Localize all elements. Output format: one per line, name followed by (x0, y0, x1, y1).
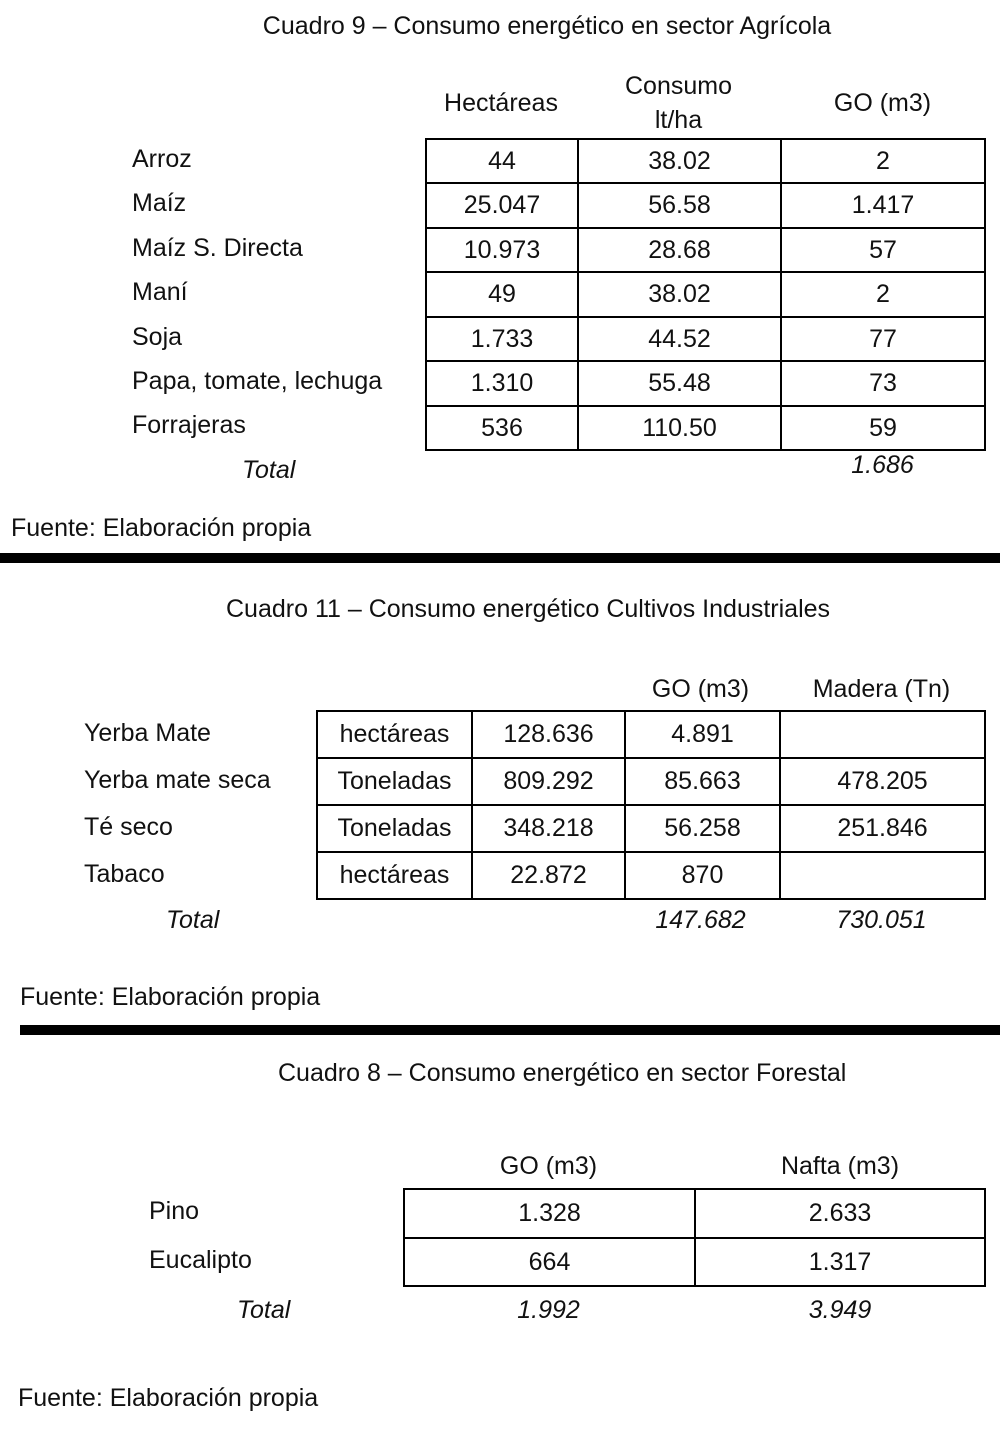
cell-hectareas: 44 (426, 139, 578, 183)
cuadro8-total-label: Total (237, 1296, 291, 1324)
cell-go: 1.328 (404, 1189, 695, 1238)
cell-go: 59 (781, 406, 985, 450)
table-row (426, 139, 985, 183)
cuadro9-header-hectareas: Hectáreas (444, 89, 558, 117)
table-row (426, 361, 985, 406)
section-divider (20, 1025, 1000, 1035)
cell-hectareas: 25.047 (426, 183, 578, 228)
cell-hectareas: 49 (426, 272, 578, 317)
cell-consumo: 55.48 (578, 361, 781, 406)
cuadro8-header-nafta: Nafta (m3) (780, 1152, 900, 1180)
cuadro11-row-label: Té seco (84, 813, 173, 841)
table-row (404, 1238, 985, 1286)
cell-go: 4.891 (625, 711, 780, 758)
cell-go: 2 (781, 139, 985, 183)
cuadro8-row-label: Eucalipto (149, 1246, 252, 1274)
cell-madera: 251.846 (780, 805, 985, 852)
cell-go: 56.258 (625, 805, 780, 852)
cuadro9-row-label: Papa, tomate, lechuga (132, 367, 383, 395)
cuadro8-table (403, 1188, 986, 1287)
cuadro9-row-label: Maíz (132, 189, 187, 217)
table-row (317, 711, 985, 758)
cuadro8-row-label: Pino (149, 1197, 200, 1225)
cell-consumo: 38.02 (578, 272, 781, 317)
cuadro8-source: Fuente: Elaboración propia (18, 1384, 319, 1412)
cell-consumo: 56.58 (578, 183, 781, 228)
section-divider (0, 553, 1000, 563)
cell-hectareas: 10.973 (426, 228, 578, 272)
cuadro9-row-label: Maíz S. Directa (132, 234, 303, 262)
cuadro11-header-go: GO (m3) (651, 675, 750, 703)
cell-unit: Toneladas (317, 805, 472, 852)
cell-go: 2 (781, 272, 985, 317)
cuadro9-row-label: Arroz (132, 145, 192, 173)
cell-go: 73 (781, 361, 985, 406)
cuadro9-title: Cuadro 9 – Consumo energético en sector Agrícola (262, 12, 832, 40)
cell-hectareas: 536 (426, 406, 578, 450)
cell-unit: Toneladas (317, 758, 472, 805)
cuadro11-total-label: Total (166, 906, 220, 934)
cuadro8-title: Cuadro 8 – Consumo energético en sector Forestal (278, 1059, 847, 1087)
cell-go: 870 (625, 852, 780, 899)
cell-go: 57 (781, 228, 985, 272)
cell-cantidad: 22.872 (472, 852, 625, 899)
cuadro9-header-consumo-text: Consumo lt/ha (625, 72, 732, 134)
cuadro9-source: Fuente: Elaboración propia (11, 514, 312, 542)
cell-consumo: 44.52 (578, 317, 781, 361)
cuadro9-row-label: Soja (132, 323, 183, 351)
cuadro11-row-label: Yerba Mate (84, 719, 211, 747)
cell-consumo: 38.02 (578, 139, 781, 183)
cuadro9-row-label: Forrajeras (132, 411, 246, 439)
cell-consumo: 110.50 (578, 406, 781, 450)
cuadro11-header-madera: Madera (Tn) (812, 675, 951, 703)
cell-consumo: 28.68 (578, 228, 781, 272)
cell-unit: hectáreas (317, 852, 472, 899)
cuadro9-total-go: 1.686 (851, 451, 914, 479)
table-row (426, 183, 985, 228)
cell-nafta: 1.317 (695, 1238, 985, 1286)
cuadro11-total-madera: 730.051 (836, 906, 927, 934)
cell-madera (780, 852, 985, 899)
cuadro8-header-go: GO (m3) (499, 1152, 598, 1180)
cell-cantidad: 128.636 (472, 711, 625, 758)
cuadro9-total-label: Total (242, 456, 296, 484)
table-row (426, 406, 985, 450)
cell-hectareas: 1.310 (426, 361, 578, 406)
table-row (317, 852, 985, 899)
cuadro11-row-label: Yerba mate seca (84, 766, 271, 794)
cuadro11-source: Fuente: Elaboración propia (20, 983, 321, 1011)
cuadro11-title: Cuadro 11 – Consumo energético Cultivos Industriales (226, 595, 831, 623)
table-row (317, 758, 985, 805)
cuadro9-header-go: GO (m3) (833, 89, 932, 117)
cell-cantidad: 348.218 (472, 805, 625, 852)
cuadro11-table (316, 710, 986, 900)
cell-cantidad: 809.292 (472, 758, 625, 805)
cell-madera (780, 711, 985, 758)
cuadro8-total-nafta: 3.949 (808, 1296, 872, 1324)
table-row (317, 805, 985, 852)
cell-unit: hectáreas (317, 711, 472, 758)
cell-nafta: 2.633 (695, 1189, 985, 1238)
table-row (426, 272, 985, 317)
cell-hectareas: 1.733 (426, 317, 578, 361)
cuadro9-row-label: Maní (132, 278, 188, 306)
cell-go: 1.417 (781, 183, 985, 228)
cell-madera: 478.205 (780, 758, 985, 805)
cuadro9-table (425, 138, 986, 451)
cuadro11-total-go: 147.682 (655, 906, 746, 934)
cell-go: 85.663 (625, 758, 780, 805)
cuadro9-header-consumo (577, 69, 780, 137)
cuadro11-row-label: Tabaco (84, 860, 165, 888)
table-row (426, 228, 985, 272)
cell-go: 664 (404, 1238, 695, 1286)
table-row (426, 317, 985, 361)
cell-go: 77 (781, 317, 985, 361)
cuadro8-total-go: 1.992 (517, 1296, 580, 1324)
table-row (404, 1189, 985, 1238)
